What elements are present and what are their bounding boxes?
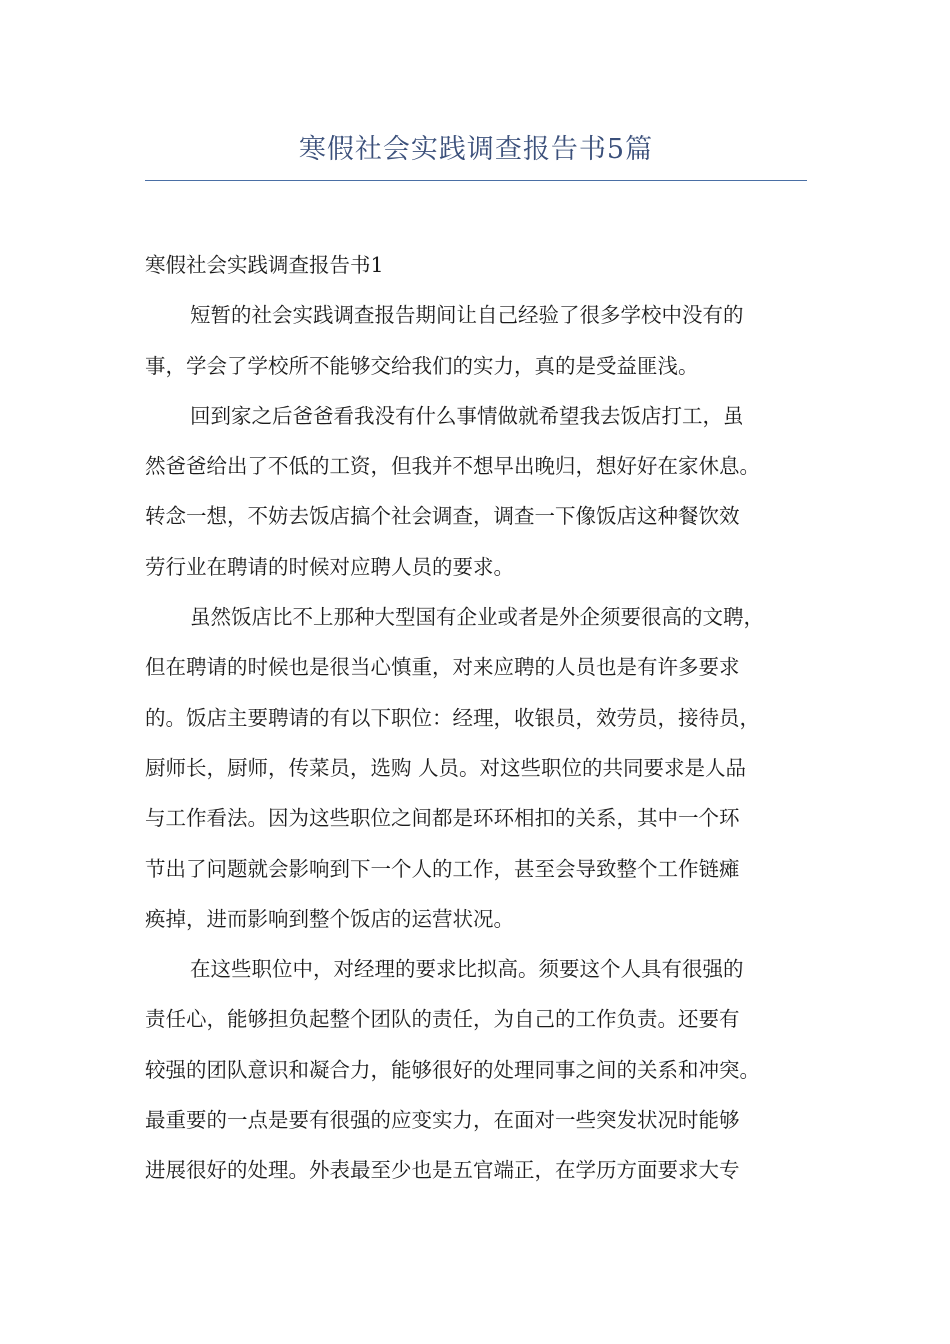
paragraph-line: 最重要的一点是要有很强的应变实力，在面对一些突发状况时能够 — [145, 1108, 740, 1133]
paragraph-line: 与工作看法。因为这些职位之间都是环环相扣的关系，其中一个环 — [145, 806, 740, 831]
paragraph-line: 的。饭店主要聘请的有以下职位：经理，收银员，效劳员，接待员， — [145, 705, 760, 730]
paragraph-line: 事，学会了学校所不能够交给我们的实力，真的是受益匪浅。 — [145, 353, 699, 378]
paragraph-line: 回到家之后爸爸看我没有什么事情做就希望我去饭店打工，虽 — [190, 403, 744, 428]
paragraph-line: 较强的团队意识和凝合力，能够很好的处理同事之间的关系和冲突。 — [145, 1057, 760, 1082]
paragraph-line: 厨师长，厨师，传菜员，选购 人员。对这些职位的共同要求是人品 — [145, 755, 747, 780]
document-body — [145, 240, 810, 1196]
paragraph-line: 转念一想，不妨去饭店搞个社会调查，调查一下像饭店这种餐饮效 — [145, 504, 740, 529]
paragraph — [145, 944, 810, 1195]
section-heading-text: 寒假社会实践调查报告书1 — [145, 253, 384, 277]
paragraph-line: 节出了问题就会影响到下一个人的工作，甚至会导致整个工作链瘫 — [145, 856, 740, 881]
paragraph — [145, 592, 810, 944]
title-underline — [145, 180, 807, 181]
paragraph-line: 虽然饭店比不上那种大型国有企业或者是外企须要很高的文聘， — [190, 605, 764, 630]
paragraph-line: 在这些职位中，对经理的要求比拟高。须要这个人具有很强的 — [190, 957, 744, 982]
paragraph — [145, 290, 810, 391]
paragraph-line: 然爸爸给出了不低的工资，但我并不想早出晚归，想好好在家休息。 — [145, 454, 760, 479]
paragraph-line: 劳行业在聘请的时候对应聘人员的要求。 — [145, 554, 514, 579]
paragraph-line: 痪掉，进而影响到整个饭店的运营状况。 — [145, 906, 514, 931]
paragraph-line: 但在聘请的时候也是很当心慎重，对来应聘的人员也是有许多要求 — [145, 655, 740, 680]
paragraph-line: 进展很好的处理。外表最至少也是五官端正，在学历方面要求大专 — [145, 1158, 740, 1183]
section-heading — [145, 240, 810, 290]
paragraph — [145, 391, 810, 592]
paragraph-line: 责任心，能够担负起整个团队的责任，为自己的工作负责。还要有 — [145, 1007, 740, 1032]
document-title: 寒假社会实践调查报告书5篇 — [298, 134, 654, 165]
paragraph-line: 短暂的社会实践调查报告期间让自己经验了很多学校中没有的 — [190, 303, 744, 328]
